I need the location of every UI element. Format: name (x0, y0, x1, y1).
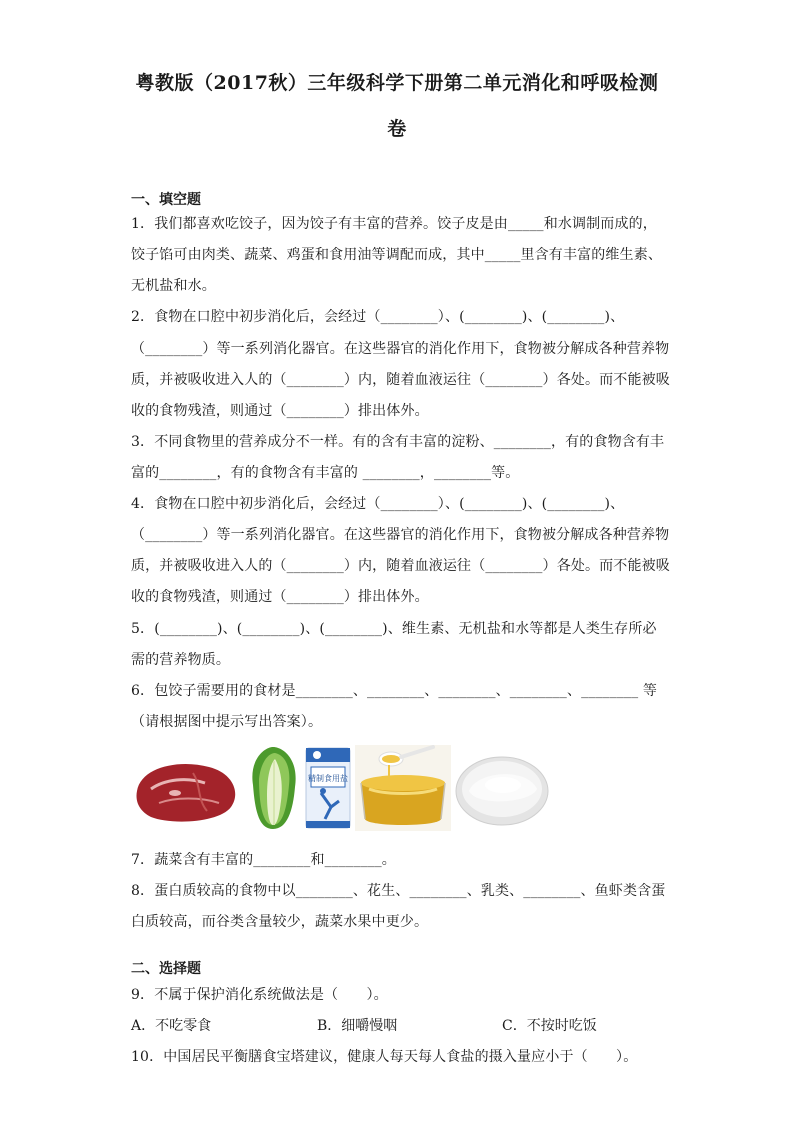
exam-title-line2: 卷 (387, 118, 407, 140)
q4-line4: 收的食物残渣，则通过（________）排出体外。 (131, 589, 429, 605)
q6-ingredient-images (131, 745, 551, 831)
q2-line1: 2．食物在口腔中初步消化后，会经过（________）、(________)、(________)、 (131, 309, 625, 325)
q1-line3: 无机盐和水。 (131, 278, 216, 294)
q9-option-a: A．不吃零食 (131, 1018, 212, 1034)
beef-image (131, 745, 243, 831)
q3-line1: 3．不同食物里的营养成分不一样。有的含有丰富的淀粉、________，有的食物含有丰 (131, 434, 665, 450)
q8-line1: 8．蛋白质较高的食物中以________、花生、________、乳类、________、鱼虾类含蛋 (131, 883, 666, 899)
q5-line1: 5．(________)、(________)、(________)、维生素、无机盐和水等都是人类生存所必 (131, 621, 657, 637)
q5-line2: 需的营养物质。 (131, 652, 231, 668)
q9-option-c: C．不按时吃饭 (502, 1018, 597, 1034)
salt-image (303, 745, 353, 831)
cabbage-image (245, 745, 301, 831)
oil-image (355, 745, 451, 831)
q9-option-b: B．细嚼慢咽 (317, 1018, 398, 1034)
q4-line3: 质，并被吸收进入人的（________）内，随着血液运往（________）各处。而不能被吸 (131, 558, 670, 574)
q2-line3: 质，并被吸收进入人的（________）内，随着血液运往（________）各处。而不能被吸 (131, 372, 670, 388)
q9-stem: 9．不属于保护消化系统做法是（ ）。 (131, 987, 388, 1003)
q10-stem: 10．中国居民平衡膳食宝塔建议，健康人每天每人食盐的摄入量应小于（ ）。 (131, 1049, 638, 1065)
q6-line1: 6．包饺子需要用的食材是________、________、________、________、________ 等 (131, 683, 658, 699)
q4-line2: （________）等一系列消化器官。在这些器官的消化作用下，食物被分解成各种营养物 (131, 527, 670, 543)
q1-line1: 1．我们都喜欢吃饺子，因为饺子有丰富的营养。饺子皮是由_____和水调制而成的， (131, 216, 657, 232)
salt-package-label: 精制食用盐 (308, 774, 348, 783)
exam-title-line1: 粤教版（2017秋）三年级科学下册第二单元消化和呼吸检测 (135, 72, 659, 94)
q1-line2: 饺子馅可由肉类、蔬菜、鸡蛋和食用油等调配而成，其中_____里含有丰富的维生素、 (131, 247, 662, 263)
q2-line4: 收的食物残渣，则通过（________）排出体外。 (131, 403, 429, 419)
q7-line1: 7．蔬菜含有丰富的________和________。 (131, 852, 396, 868)
section1-heading: 一、填空题 (131, 192, 201, 208)
q4-line1: 4．食物在口腔中初步消化后，会经过（________）、(________)、(________)、 (131, 496, 625, 512)
flour-image (453, 745, 551, 831)
q6-line2: （请根据图中提示写出答案）。 (131, 714, 323, 730)
q3-line2: 富的________，有的食物含有丰富的 ________，________等。 (131, 465, 520, 481)
section2-heading: 二、选择题 (131, 961, 201, 977)
q2-line2: （________）等一系列消化器官。在这些器官的消化作用下，食物被分解成各种营养物 (131, 341, 670, 357)
q8-line2: 白质较高，而谷类含量较少，蔬菜水果中更少。 (131, 914, 429, 930)
